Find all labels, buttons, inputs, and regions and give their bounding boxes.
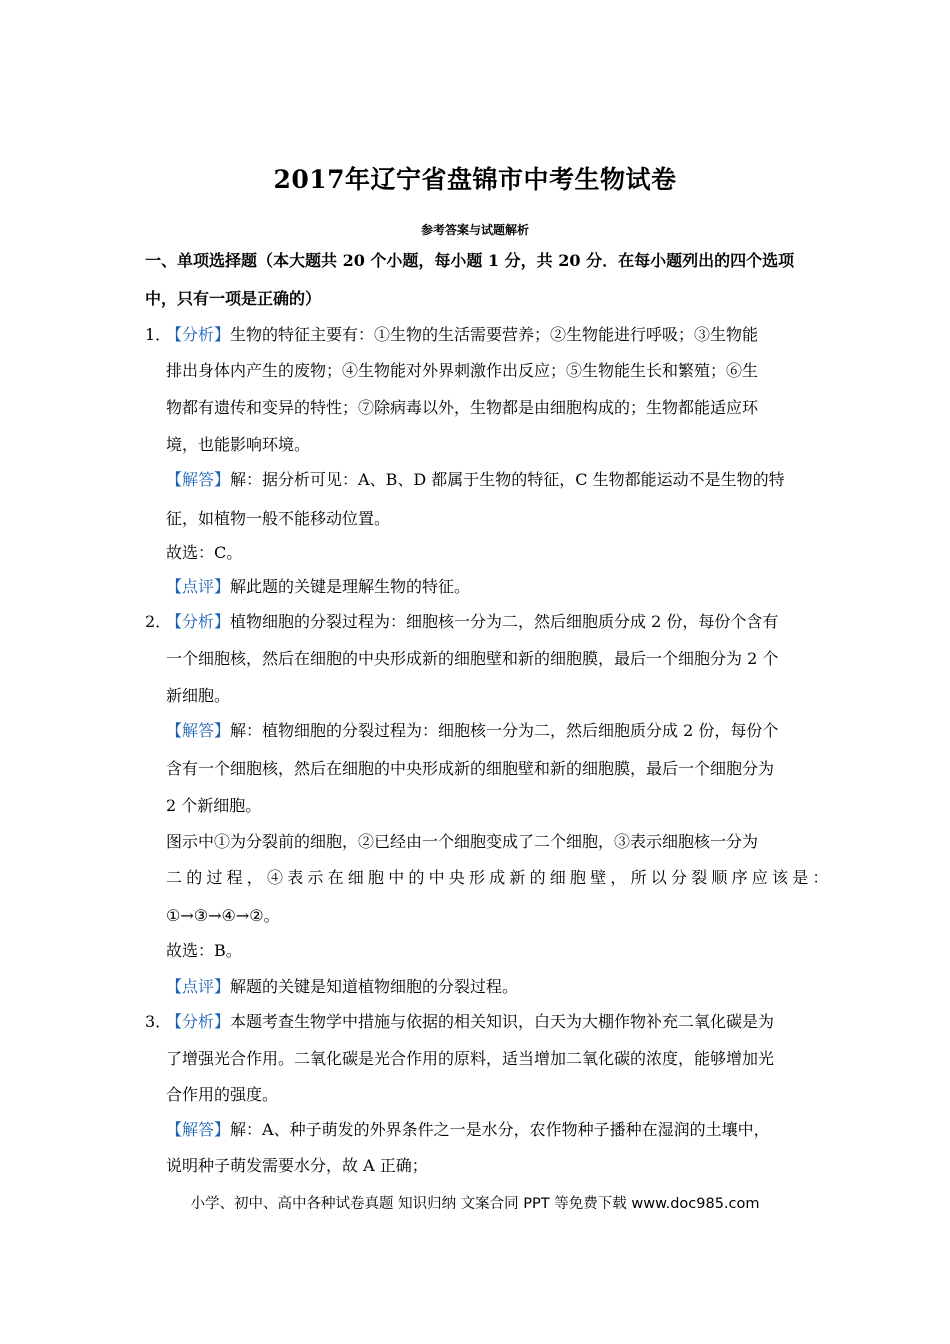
q2-figure-line-2: 二的过程，④表示在细胞中的中央形成新的细胞壁，所以分裂顺序应该是：: [166, 868, 833, 887]
q1-answer-line-2: 征，如植物一般不能移动位置。: [166, 509, 391, 528]
question-3-number: 3．: [145, 1012, 172, 1031]
q3-analysis-line-3: 合作用的强度。: [166, 1085, 279, 1104]
question-1-number: 1．: [145, 325, 172, 344]
q3-answer-text-1: 解：A、种子萌发的外界条件之一是水分，农作物种子播种在湿润的土壤中，: [230, 1120, 770, 1139]
q3-analysis-line-2: 了增强光合作用。二氧化碳是光合作用的原料，适当增加二氧化碳的浓度，能够增加光: [166, 1049, 775, 1068]
q2-analysis-text-1: 植物细胞的分裂过程为：细胞核一分为二，然后细胞质分成 2 份，每份个含有: [230, 612, 779, 631]
q2-comment-text: 解题的关键是知道植物细胞的分裂过程。: [230, 977, 519, 996]
q1-analysis-line-1: [166, 322, 806, 345]
q2-choice: 故选：B。: [166, 941, 242, 960]
q2-analysis-line-1: [166, 609, 806, 632]
answer-tag: 【解答】: [166, 721, 231, 740]
q2-answer-line-1: [166, 718, 806, 741]
comment-tag: 【点评】: [166, 577, 231, 596]
q3-answer-line-2: 说明种子萌发需要水分，故 A 正确；: [166, 1156, 428, 1175]
analysis-tag: 【分析】: [166, 1012, 231, 1031]
q2-answer-line-3: 2 个新细胞。: [166, 796, 262, 815]
q3-analysis-text-1: 本题考查生物学中措施与依据的相关知识，白天为大棚作物补充二氧化碳是为: [230, 1012, 775, 1031]
q2-analysis-line-2: 一个细胞核，然后在细胞的中央形成新的细胞壁和新的细胞膜，最后一个细胞分为 2 个: [166, 649, 779, 668]
analysis-tag: 【分析】: [166, 325, 231, 344]
q1-answer-line-1: [166, 467, 806, 490]
q2-figure-line-1: 图示中①为分裂前的细胞，②已经由一个细胞变成了二个细胞，③表示细胞核一分为: [166, 832, 759, 851]
q1-comment-text: 解此题的关键是理解生物的特征。: [230, 577, 471, 596]
q3-analysis-line-1: [166, 1009, 806, 1032]
analysis-tag: 【分析】: [166, 612, 231, 631]
q1-answer-text-1: 解：据分析可见：A、B、D 都属于生物的特征，C 生物都能运动不是生物的特: [230, 470, 785, 489]
answer-tag: 【解答】: [166, 470, 231, 489]
page-footer: 小学、初中、高中各种试卷真题 知识归纳 文案合同 PPT 等免费下载 www.doc985.com: [190, 1196, 760, 1212]
q2-answer-text-1: 解：植物细胞的分裂过程为：细胞核一分为二，然后细胞质分成 2 份，每份个: [230, 721, 779, 740]
q2-analysis-line-3: 新细胞。: [166, 686, 231, 705]
q2-comment-line: [166, 974, 806, 997]
q1-choice: 故选：C。: [166, 543, 243, 562]
page-subtitle: 参考答案与试题解析: [420, 223, 529, 237]
q1-comment-line: [166, 574, 806, 597]
section-heading-line-1: 一、单项选择题（本大题共 20 个小题，每小题 1 分，共 20 分．在每小题列出的四个选项: [145, 251, 795, 270]
q2-figure-line-3: ①→③→④→②。: [166, 906, 280, 925]
page-title: 2017年辽宁省盘锦市中考生物试卷: [273, 165, 677, 194]
q1-analysis-text-1: 生物的特征主要有：①生物的生活需要营养；②生物能进行呼吸；③生物能: [230, 325, 759, 344]
answer-tag: 【解答】: [166, 1120, 231, 1139]
section-heading-line-2: 中，只有一项是正确的）: [145, 289, 322, 308]
q1-analysis-line-3: 物都有遗传和变异的特性；⑦除病毒以外，生物都是由细胞构成的；生物都能适应环: [166, 398, 759, 417]
comment-tag: 【点评】: [166, 977, 231, 996]
q1-analysis-line-4: 境，也能影响环境。: [166, 435, 311, 454]
q1-analysis-line-2: 排出身体内产生的废物；④生物能对外界刺激作出反应；⑤生物能生长和繁殖；⑥生: [166, 361, 759, 380]
q2-answer-line-2: 含有一个细胞核，然后在细胞的中央形成新的细胞壁和新的细胞膜，最后一个细胞分为: [166, 759, 775, 778]
q3-answer-line-1: [166, 1117, 806, 1140]
question-2-number: 2．: [145, 612, 172, 631]
